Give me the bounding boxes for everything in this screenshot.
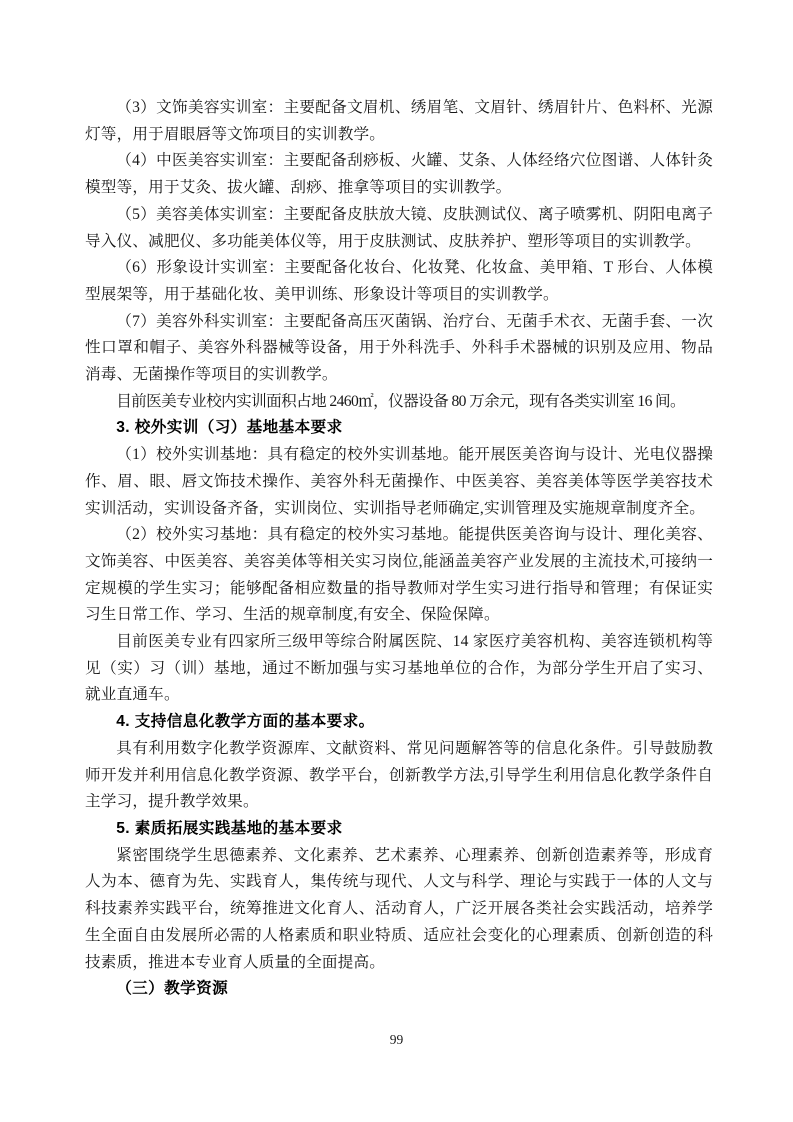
section-heading-teaching-resources: （三）教学资源 <box>116 980 229 998</box>
paragraph: （4）中医美容实训室：主要配备刮痧板、火罐、艾条、人体经络穴位图谱、人体针灸模型等，用于艾灸、拔火罐、刮痧、推拿等项目的实训教学。 <box>85 152 713 197</box>
paragraph: 目前医美专业有四家所三级甲等综合附属医院、14 家医疗美容机构、美容连锁机构等见（实）习（训）基地，通过不断加强与实习基地单位的合作，为部分学生开启了实习、就业直通车。 <box>85 633 713 704</box>
paragraph: （5）美容美体实训室：主要配备皮肤放大镜、皮肤测试仪、离子喷雾机、阴阳电离子导入仪、减肥仪、多功能美体仪等，用于皮肤测试、皮肤养护、塑形等项目的实训教学。 <box>85 205 713 250</box>
paragraph: （1）校外实训基地：具有稳定的校外实训基地。能开展医美咨询与设计、光电仪器操作、眉、眼、唇文饰技术操作、美容外科无菌操作、中医美容、美容美体等医学美容技术实训活动，实训设备齐备，实训岗位、实训指导老师确定,实训管理及实施规章制度齐全。 <box>85 446 713 517</box>
document-body <box>85 95 713 1003</box>
paragraph: （3）文饰美容实训室：主要配备文眉机、绣眉笔、文眉针、绣眉针片、色料杯、光源灯等，用于眉眼唇等文饰项目的实训教学。 <box>85 99 713 143</box>
section-heading-campus-external-training: 3. 校外实训（习）基地基本要求 <box>116 419 343 437</box>
section-heading-informatized-teaching: 4. 支持信息化教学方面的基本要求。 <box>116 713 375 731</box>
paragraph: 目前医美专业校内实训面积占地 2460㎡，仪器设备 80 万余元，现有各类实训室 16 间。 <box>116 392 686 410</box>
paragraph: 紧密围绕学生思德素养、文化素养、艺术素养、心理素养、创新创造素养等，形成育人为本、德育为先、实践育人，集传统与现代、人文与科学、理论与实践于一体的人文与科技素养实践平台，统筹推进文化育人、活动育人，广泛开展各类社会实践活动，培养学生全面自由发展所必需的人格素质和职业特质、适应社会变化的心理素质、创新创造的科技素质，推进本专业育人质量的全面提高。 <box>85 846 713 971</box>
paragraph: （7）美容外科实训室：主要配备高压灭菌锅、治疗台、无菌手术衣、无菌手套、一次性口罩和帽子、美容外科器械等设备，用于外科洗手、外科手术器械的识别及应用、物品消毒、无菌操作等项目的实训教学。 <box>85 312 713 384</box>
paragraph: （6）形象设计实训室：主要配备化妆台、化妆凳、化妆盒、美甲箱、T 形台、人体模型展架等，用于基础化妆、美甲训练、形象设计等项目的实训教学。 <box>85 259 713 303</box>
page-number: 99 <box>389 1032 404 1047</box>
paragraph: （2）校外实习基地：具有稳定的校外实习基地。能提供医美咨询与设计、理化美容、文饰美容、中医美容、美容美体等相关实习岗位,能涵盖美容产业发展的主流技术,可接纳一定规模的学生实习；能够配备相应数量的指导教师对学生实习进行指导和管理；有保证实习生日常工作、学习、生活的规章制度,有安全、保险保障。 <box>85 526 713 624</box>
section-heading-quality-development-base: 5. 素质拓展实践基地的基本要求 <box>116 819 343 837</box>
paragraph: 具有利用数字化教学资源库、文献资料、常见问题解答等的信息化条件。引导鼓励教师开发并利用信息化教学资源、教学平台，创新教学方法,引导学生利用信息化教学条件自主学习，提升教学效果。 <box>85 739 713 811</box>
